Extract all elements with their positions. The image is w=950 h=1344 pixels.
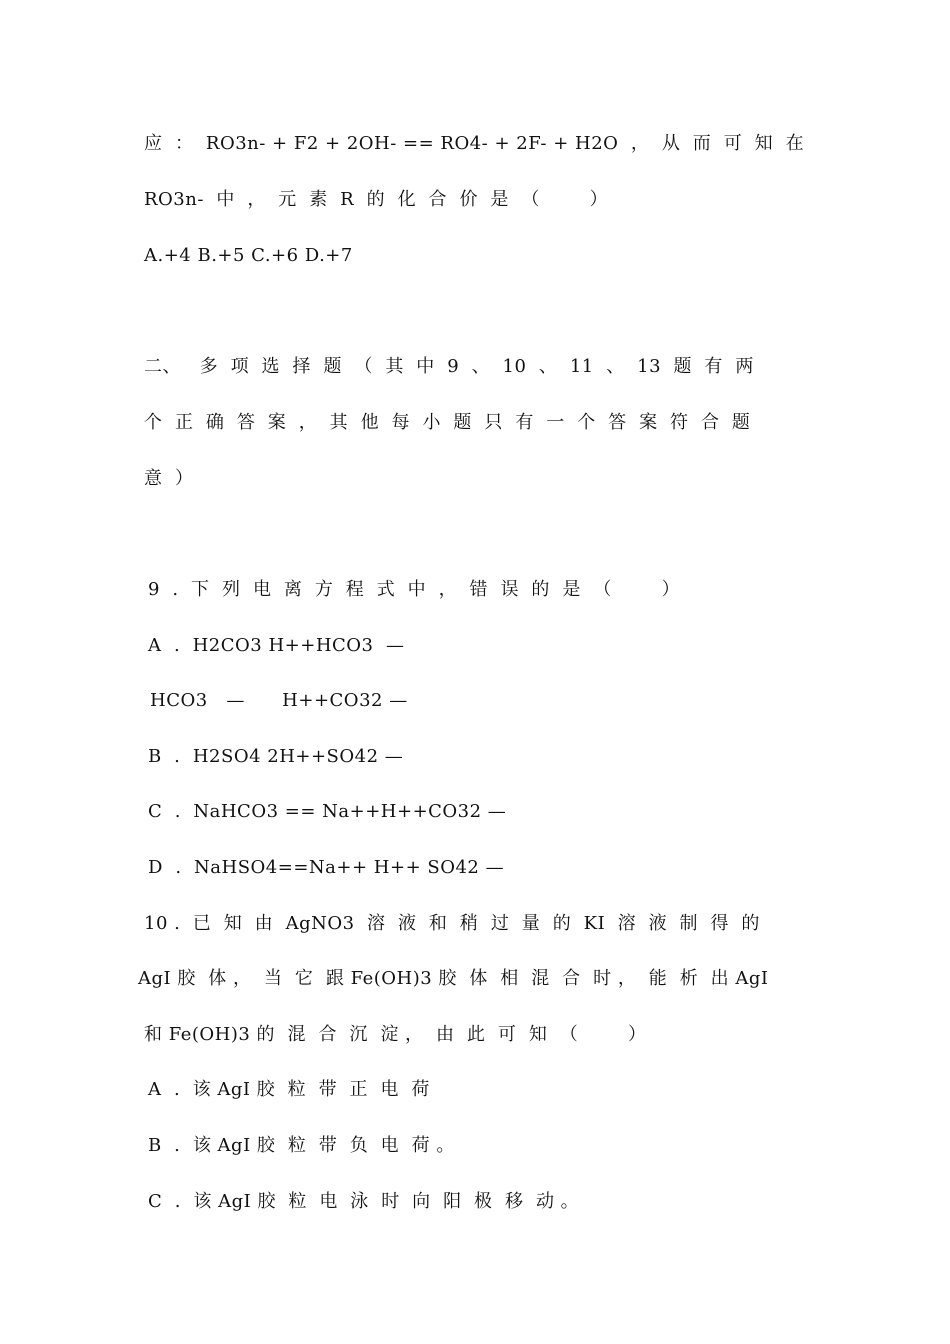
section-heading-line-1: 二、 多 项 选 择 题 （ 其 中 9 、 10 、 11 、 13 题 有 两: [144, 356, 754, 377]
question-10-option-c: C . 该 AgI 胶 粒 电 泳 时 向 阳 极 移 动 。: [148, 1191, 580, 1212]
text-line-2: RO3n- 中 ， 元 素 R 的 化 合 价 是 （ ）: [144, 189, 609, 210]
question-9-option-a-continued: HCO3 — H++CO32 —: [150, 690, 408, 711]
section-heading-line-3: 意 ）: [144, 468, 194, 489]
text-line-3: A.+4 B.+5 C.+6 D.+7: [144, 245, 353, 266]
question-9-option-b: B . H2SO4 2H++SO42 —: [148, 746, 404, 767]
question-10-stem-line-3: 和 Fe(OH)3 的 混 合 沉 淀 ， 由 此 可 知 （ ）: [144, 1024, 647, 1045]
question-10-option-b: B . 该 AgI 胶 粒 带 负 电 荷 。: [148, 1135, 455, 1156]
section-heading-line-2: 个 正 确 答 案 ， 其 他 每 小 题 只 有 一 个 答 案 符 合 题: [144, 412, 751, 433]
question-10-stem-line-1: 10 . 已 知 由 AgNO3 溶 液 和 稍 过 量 的 KI 溶 液 制 得 的: [144, 913, 760, 934]
question-9-option-d: D . NaHSO4==Na++ H++ SO42 —: [148, 857, 505, 878]
question-10-option-a: A . 该 AgI 胶 粒 带 正 电 荷: [148, 1079, 430, 1100]
text-line-1: 应 ： RO3n- + F2 + 2OH- == RO4- + 2F- + H2O ， 从 而 可 知 在: [144, 133, 805, 154]
question-10-stem-line-2: AgI 胶 体 ， 当 它 跟 Fe(OH)3 胶 体 相 混 合 时 ， 能 析 出 AgI: [138, 968, 769, 989]
question-9-stem: 9 . 下 列 电 离 方 程 式 中 ， 错 误 的 是 （ ）: [148, 579, 681, 600]
question-9-option-a: A . H2CO3 H++HCO3 —: [148, 635, 405, 656]
question-9-option-c: C . NaHCO3 == Na++H++CO32 —: [148, 801, 507, 822]
